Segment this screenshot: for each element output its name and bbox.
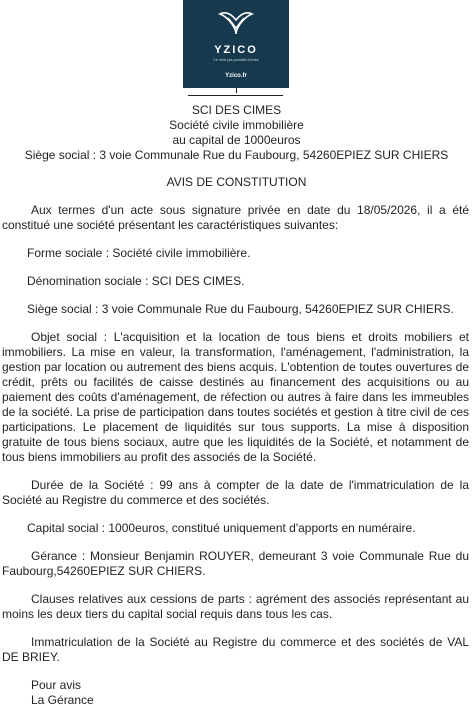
closing-line-1: Pour avis bbox=[31, 678, 82, 692]
closing-line-2: La Gérance bbox=[31, 693, 94, 707]
company-seat: Siège social : 3 voie Communale Rue du Faubourg, 54260EPIEZ SUR CHIERS bbox=[24, 148, 449, 162]
logo-tagline: Ce n'est pas possible d'écrire bbox=[213, 58, 259, 62]
clauses-paragraph: Clauses relatives aux cessions de parts : agrément des associés représentant au moins les deux tiers du capital social requis dans tous les cas. bbox=[2, 592, 469, 621]
denomination-paragraph: Dénomination sociale : SCI DES CIMES. bbox=[27, 274, 245, 288]
legal-notice bbox=[0, 103, 473, 708]
capital-paragraph: Capital social : 1000euros, constitué uniquement d'apports en numéraire. bbox=[27, 521, 416, 535]
intro-paragraph: Aux termes d'un acte sous signature privée en date du 18/05/2026, il a été constitué une société présentant les caractéristiques suivantes: bbox=[2, 203, 469, 232]
logo-emblem-icon bbox=[216, 8, 256, 38]
closing-signature bbox=[31, 678, 473, 708]
header-rule bbox=[188, 95, 283, 96]
company-form: Société civile immobilière bbox=[169, 118, 304, 132]
immatriculation-paragraph: Immatriculation de la Société au Registre du commerce et des sociétés de VAL DE BRIEY. bbox=[2, 635, 469, 664]
brand-logo bbox=[183, 0, 289, 88]
company-capital: au capital de 1000euros bbox=[172, 133, 301, 147]
siege-paragraph: Siège social : 3 voie Communale Rue du Faubourg, 54260EPIEZ SUR CHIERS. bbox=[27, 302, 454, 316]
duree-paragraph: Durée de la Société : 99 ans à compter de la date de l'immatriculation de la Société au Registre du commerce et des sociétés. bbox=[2, 478, 469, 507]
logo-url: Yzico.fr bbox=[225, 73, 247, 79]
logo-stem-line bbox=[236, 88, 237, 93]
gerance-paragraph: Gérance : Monsieur Benjamin ROUYER, demeurant 3 voie Communale Rue du Faubourg,54260EPIEZ SUR CHIERS. bbox=[2, 549, 469, 578]
notice-title: AVIS DE CONSTITUTION bbox=[166, 175, 307, 189]
logo-brand-name: YZICO bbox=[214, 44, 258, 56]
forme-paragraph: Forme sociale : Société civile immobilière. bbox=[27, 246, 251, 260]
company-name: SCI DES CIMES bbox=[191, 103, 282, 117]
objet-paragraph: Objet social : L'acquisition et la location de tous biens et droits mobiliers et immobiliers. La mise en valeur, la transformation, l'aménagement, l'administration, la gestion par location ou autrement des biens acquis. L'obtention de toutes ouvertures de crédit, prêts ou facilités de caisse destinés au financement des acquisitions ou au paiement des coûts d'aménagement, de réfection ou autres à faire dans les immeubles de la société. La prise de participation dans toutes sociétés et gestion à titre civil de ces participations. Le placement de liquidités sur tous supports. La mise à disposition gratuite de tous biens sociaux, autre que les liquidités de la Société, et notamment de tous biens immobiliers au profit des associés de la Société. bbox=[2, 330, 469, 464]
